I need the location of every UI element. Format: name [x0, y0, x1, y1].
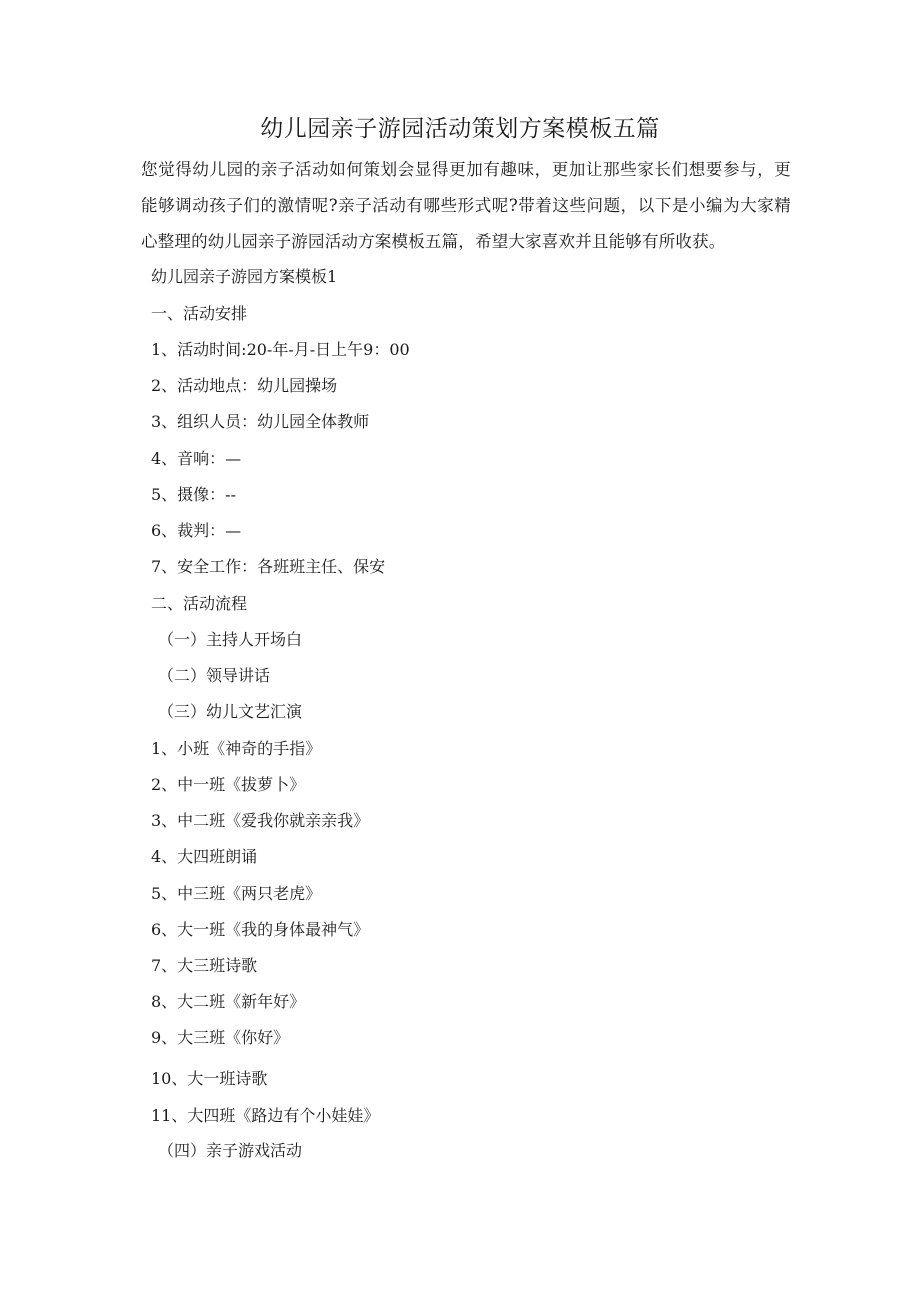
- list-item-performance: 1、小班《神奇的手指》: [151, 739, 322, 758]
- list-item-safety: 7、安全工作：各班班主任、保安: [151, 557, 386, 576]
- heading-activity-arrangement: 一、活动安排: [151, 304, 248, 323]
- heading-activity-flow: 二、活动流程: [151, 594, 248, 613]
- list-item-performance: 11、大四班《路边有个小娃娃》: [151, 1106, 380, 1125]
- list-item-performance: 3、中二班《爱我你就亲亲我》: [151, 811, 370, 830]
- list-item-performance: 6、大一班《我的身体最神气》: [151, 920, 370, 939]
- section-heading-template-1: 幼儿园亲子游园方案模板1: [151, 267, 338, 286]
- list-item-performance: 8、大二班《新年好》: [151, 992, 306, 1011]
- list-item-performance: 2、中一班《拔萝卜》: [151, 775, 306, 794]
- list-item-performance: 5、中三班《两只老虎》: [151, 884, 322, 903]
- list-item-activity-location: 2、活动地点：幼儿园操场: [151, 376, 338, 395]
- list-item-sound: 4、音响：—: [151, 449, 242, 468]
- list-item-performance: 9、大三班《你好》: [151, 1028, 290, 1047]
- subheading-performance: （三）幼儿文艺汇演: [158, 702, 303, 721]
- list-item-activity-time: 1、活动时间:20-年-月-日上午9：00: [151, 340, 410, 359]
- subheading-parent-child-games: （四）亲子游戏活动: [158, 1141, 303, 1160]
- list-item-performance: 4、大四班朗诵: [151, 847, 258, 866]
- list-item-camera: 5、摄像：--: [151, 485, 236, 504]
- intro-paragraph: 您觉得幼儿园的亲子活动如何策划会显得更加有趣味，更加让那些家长们想要参与，更能够调动孩子们的激情呢?亲子活动有哪些形式呢?带着这些问题，以下是小编为大家精心整理的幼儿园亲子游园活动方案模板五篇，希望大家喜欢并且能够有所收获。: [141, 160, 791, 251]
- list-item-performance: 10、大一班诗歌: [151, 1069, 268, 1088]
- list-item-organizers: 3、组织人员：幼儿园全体教师: [151, 412, 370, 431]
- subheading-host-opening: （一）主持人开场白: [158, 630, 303, 649]
- document-title: 幼儿园亲子游园活动策划方案模板五篇: [260, 116, 660, 142]
- list-item-performance: 7、大三班诗歌: [151, 956, 258, 975]
- subheading-leader-speech: （二）领导讲话: [158, 666, 271, 685]
- list-item-referee: 6、裁判：—: [151, 521, 242, 540]
